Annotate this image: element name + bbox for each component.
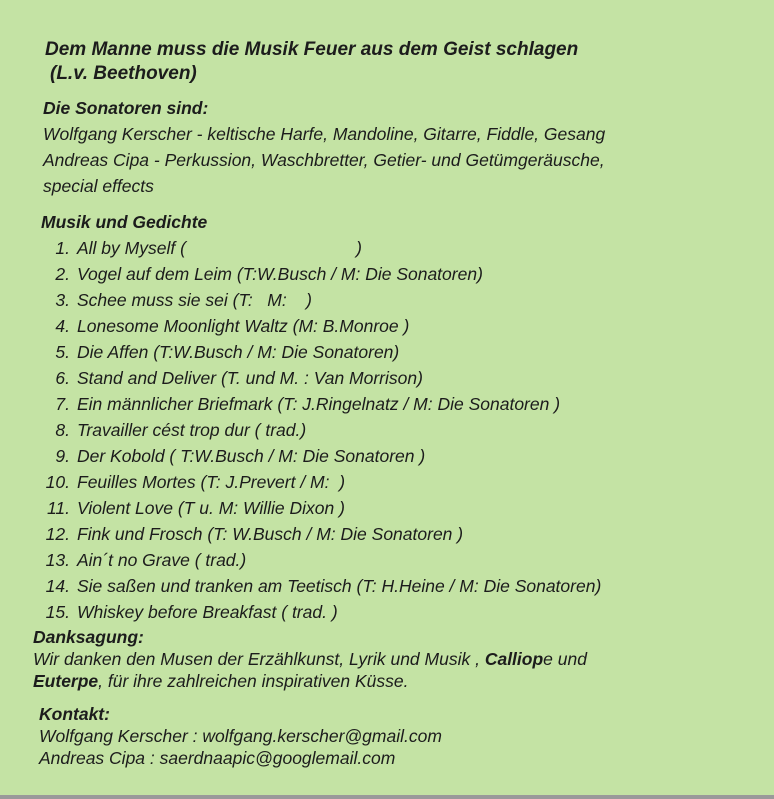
track-title: Ain´t no Grave ( trad.) bbox=[77, 550, 247, 570]
track-item bbox=[40, 599, 601, 625]
track-number: 3. bbox=[55, 290, 70, 310]
track-number: 13. bbox=[45, 550, 70, 570]
track-number: 12. bbox=[45, 524, 70, 544]
track-title: Lonesome Moonlight Waltz (M: B.Monroe ) bbox=[77, 316, 410, 336]
sonatoren-line: Andreas Cipa - Perkussion, Waschbretter, Getier- und Getümgeräusche, bbox=[43, 150, 605, 170]
document-title bbox=[45, 38, 578, 86]
sonatoren-line: special effects bbox=[43, 176, 154, 196]
track-title: All by Myself ( ) bbox=[77, 238, 362, 258]
track-number: 11. bbox=[46, 498, 70, 518]
sonatoren-line: Wolfgang Kerscher - keltische Harfe, Mandoline, Gitarre, Fiddle, Gesang bbox=[43, 124, 606, 144]
track-title: Travailler cést trop dur ( trad.) bbox=[77, 420, 307, 440]
track-number: 5. bbox=[55, 342, 70, 362]
track-title: Die Affen (T:W.Busch / M: Die Sonatoren) bbox=[77, 342, 400, 362]
bottom-rule bbox=[0, 795, 774, 799]
track-number: 9. bbox=[55, 446, 70, 466]
kontakt-line: Andreas Cipa : saerdnaapic@googlemail.com bbox=[39, 748, 396, 768]
track-number: 4. bbox=[55, 316, 70, 336]
muse-calliope: Calliop bbox=[484, 649, 544, 669]
track-list bbox=[40, 235, 601, 625]
danksagung-line-1 bbox=[33, 648, 587, 670]
track-title: Stand and Deliver (T. und M. : Van Morrison) bbox=[77, 368, 423, 388]
track-title: Whiskey before Breakfast ( trad. ) bbox=[77, 602, 338, 622]
danksagung-text: Wir danken den Musen der Erzählkunst, Lyrik und Musik , bbox=[33, 649, 485, 669]
track-item bbox=[40, 521, 601, 547]
kontakt-section bbox=[39, 703, 442, 769]
title-line-1: Dem Manne muss die Musik Feuer aus dem Geist schlagen bbox=[45, 39, 579, 60]
track-number: 15. bbox=[45, 602, 70, 622]
track-item bbox=[40, 235, 601, 261]
danksagung-section bbox=[33, 626, 587, 692]
danksagung-text: e und bbox=[543, 649, 587, 669]
track-title: Fink und Frosch (T: W.Busch / M: Die Sonatoren ) bbox=[77, 524, 464, 544]
track-item bbox=[40, 547, 601, 573]
track-title: Schee muss sie sei (T: M: ) bbox=[77, 290, 313, 310]
track-title: Vogel auf dem Leim (T:W.Busch / M: Die Sonatoren) bbox=[77, 264, 483, 284]
track-item bbox=[40, 313, 601, 339]
kontakt-line: Wolfgang Kerscher : wolfgang.kerscher@gmail.com bbox=[39, 726, 442, 746]
track-number: 2. bbox=[55, 264, 70, 284]
track-title: Feuilles Mortes (T: J.Prevert / M: ) bbox=[77, 472, 346, 492]
track-item bbox=[40, 573, 601, 599]
track-item bbox=[40, 261, 601, 287]
muse-euterpe: Euterpe bbox=[33, 671, 99, 691]
track-item bbox=[40, 391, 601, 417]
danksagung-text: , für ihre zahlreichen inspirativen Küsse. bbox=[98, 671, 409, 691]
track-number: 1. bbox=[55, 238, 70, 258]
danksagung-line-2 bbox=[33, 670, 587, 692]
track-item bbox=[40, 469, 601, 495]
sonatoren-heading: Die Sonatoren sind: bbox=[43, 98, 209, 118]
track-number: 7. bbox=[55, 394, 70, 414]
track-number: 14. bbox=[45, 576, 70, 596]
track-item bbox=[40, 443, 601, 469]
track-title: Sie saßen und tranken am Teetisch (T: H.Heine / M: Die Sonatoren) bbox=[77, 576, 602, 596]
kontakt-heading: Kontakt: bbox=[39, 704, 110, 724]
track-number: 6. bbox=[55, 368, 70, 388]
track-item bbox=[40, 417, 601, 443]
track-item bbox=[40, 365, 601, 391]
danksagung-heading: Danksagung: bbox=[33, 627, 144, 647]
title-line-2: (L.v. Beethoven) bbox=[50, 63, 197, 84]
sonatoren-section bbox=[43, 95, 605, 199]
track-title: Ein männlicher Briefmark (T: J.Ringelnatz / M: Die Sonatoren ) bbox=[77, 394, 561, 414]
track-item bbox=[40, 495, 601, 521]
track-item bbox=[40, 339, 601, 365]
track-title: Der Kobold ( T:W.Busch / M: Die Sonatoren ) bbox=[77, 446, 426, 466]
track-item bbox=[40, 287, 601, 313]
track-number: 8. bbox=[55, 420, 70, 440]
track-title: Violent Love (T u. M: Willie Dixon ) bbox=[77, 498, 345, 518]
track-number: 10. bbox=[45, 472, 70, 492]
musik-heading: Musik und Gedichte bbox=[41, 212, 208, 232]
